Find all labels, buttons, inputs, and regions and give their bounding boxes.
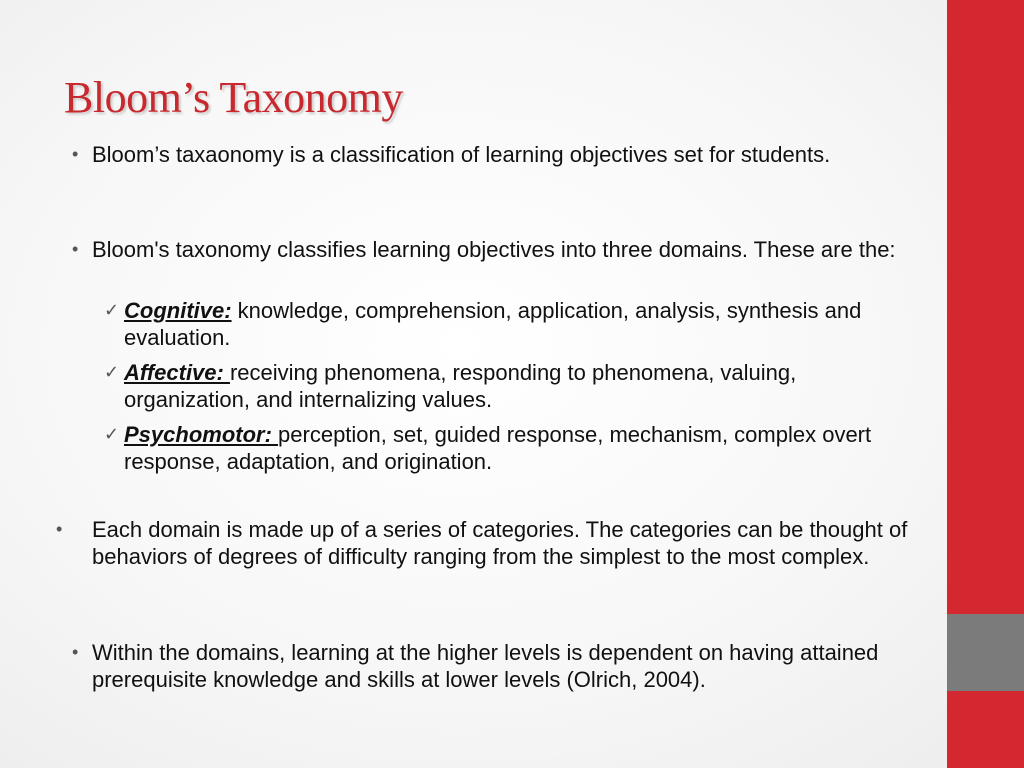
bullet-marker: • <box>72 144 79 164</box>
sub-item-cognitive <box>104 297 924 351</box>
domain-description: perception, set, guided response, mechanism, complex overt response, adaptation, and origination. <box>124 422 872 474</box>
bullet-item <box>72 639 912 693</box>
domain-description: knowledge, comprehension, application, analysis, synthesis and evaluation. <box>124 298 862 350</box>
checkmark-icon: ✓ <box>104 424 120 445</box>
side-accent-block <box>947 614 1024 691</box>
sub-item-text <box>124 297 924 351</box>
domain-term: Affective: <box>124 360 230 385</box>
slide-title: Bloom’s Taxonomy <box>64 73 403 122</box>
bullet-text: Bloom's taxonomy classifies learning objectives into three domains. These are the: <box>92 237 896 262</box>
checkmark-icon: ✓ <box>104 362 120 383</box>
bullet-item <box>56 516 926 570</box>
sub-item-text <box>124 421 924 475</box>
bullet-item <box>72 141 912 168</box>
sub-item-affective <box>104 359 924 413</box>
domain-term: Cognitive: <box>124 298 232 323</box>
checkmark-icon: ✓ <box>104 300 120 321</box>
bullet-text: Bloom’s taxaonomy is a classification of learning objectives set for students. <box>92 142 831 167</box>
sub-item-text <box>124 359 924 413</box>
bullet-text: Each domain is made up of a series of categories. The categories can be thought of behaviors of degrees of difficulty ranging from the simplest to the most complex. <box>92 517 908 569</box>
domain-term: Psychomotor: <box>124 422 279 447</box>
bullet-marker: • <box>56 519 63 539</box>
bullet-marker: • <box>72 642 79 662</box>
bullet-item <box>72 236 912 263</box>
domain-description: receiving phenomena, responding to phenomena, valuing, organization, and internalizing values. <box>124 360 797 412</box>
bullet-marker: • <box>72 239 79 259</box>
sub-item-psychomotor <box>104 421 924 475</box>
bullet-text: Within the domains, learning at the higher levels is dependent on having attained prerequisite knowledge and skills at lower levels (Olrich, 2004). <box>92 640 879 692</box>
